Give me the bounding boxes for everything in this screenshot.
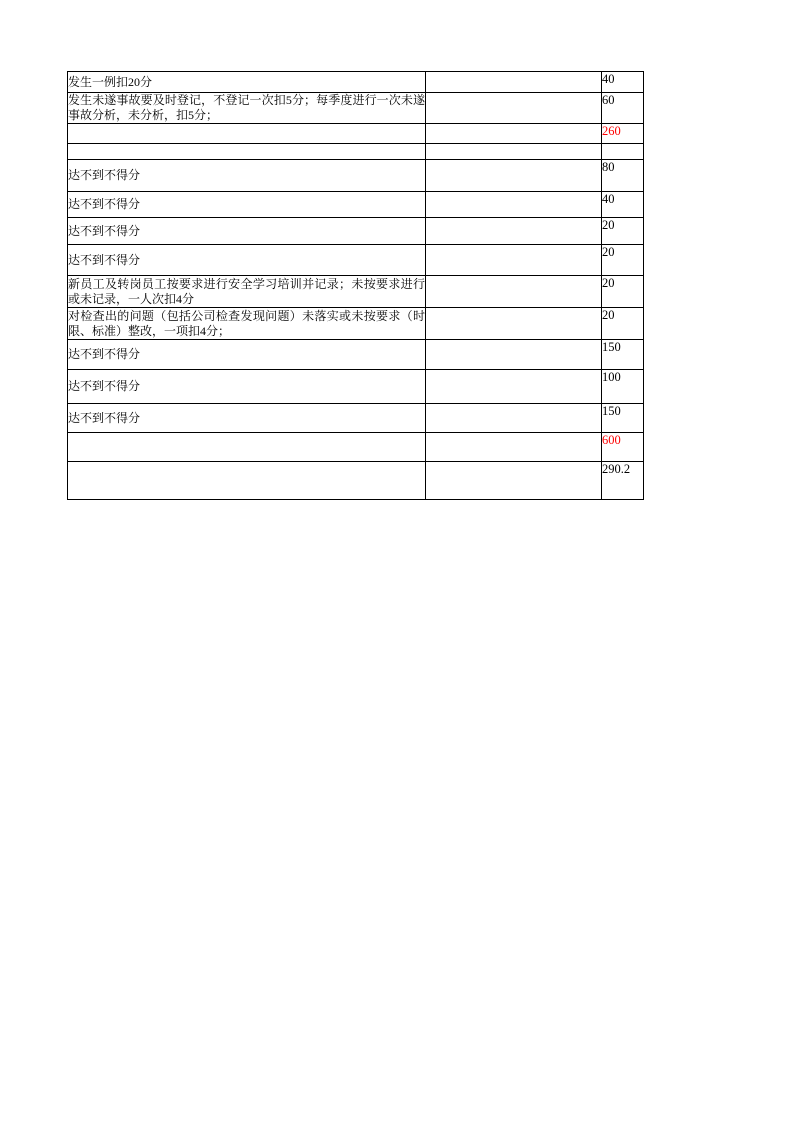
table-row — [68, 340, 644, 370]
criteria-cell: 达不到不得分 — [68, 404, 426, 433]
score-cell: 60 — [602, 93, 644, 124]
criteria-cell: 达不到不得分 — [68, 192, 426, 218]
criteria-cell: 达不到不得分 — [68, 218, 426, 245]
score-cell: 20 — [602, 276, 644, 308]
assessment-score-table — [67, 71, 644, 500]
criteria-cell — [68, 144, 426, 160]
record-cell — [426, 462, 602, 500]
criteria-cell: 发生未遂事故要及时登记，不登记一次扣5分；每季度进行一次未遂事故分析，未分析，扣5分； — [68, 93, 425, 122]
score-cell: 80 — [602, 160, 644, 192]
criteria-cell — [68, 433, 426, 462]
record-cell — [426, 218, 602, 245]
table-row — [68, 308, 644, 340]
score-cell: 20 — [602, 245, 644, 276]
table-row — [68, 160, 644, 192]
table-row — [68, 124, 644, 144]
score-cell-red: 600 — [602, 433, 644, 462]
score-cell: 150 — [602, 404, 644, 433]
score-cell: 290.2 — [602, 462, 644, 500]
score-cell — [602, 144, 644, 160]
score-cell: 40 — [602, 72, 644, 93]
record-cell — [426, 93, 602, 124]
criteria-cell — [68, 124, 426, 144]
criteria-cell: 达不到不得分 — [68, 370, 426, 404]
table-row — [68, 404, 644, 433]
record-cell — [426, 404, 602, 433]
record-cell — [426, 340, 602, 370]
table-row — [68, 276, 644, 308]
table-body — [68, 72, 644, 500]
table-row — [68, 144, 644, 160]
table-row — [68, 433, 644, 462]
table-row — [68, 245, 644, 276]
table-row — [68, 370, 644, 404]
table-row — [68, 218, 644, 245]
record-cell — [426, 124, 602, 144]
score-cell: 100 — [602, 370, 644, 404]
score-cell: 40 — [602, 192, 644, 218]
record-cell — [426, 433, 602, 462]
record-cell — [426, 370, 602, 404]
criteria-cell: 达不到不得分 — [68, 340, 426, 370]
score-cell-red: 260 — [602, 124, 644, 144]
criteria-cell — [68, 462, 426, 500]
record-cell — [426, 160, 602, 192]
record-cell — [426, 144, 602, 160]
record-cell — [426, 245, 602, 276]
score-cell: 150 — [602, 340, 644, 370]
table-row — [68, 192, 644, 218]
criteria-cell: 对检查出的问题（包括公司检查发现问题）未落实或未按要求（时限、标准）整改，一项扣4分； — [68, 308, 425, 338]
record-cell — [426, 192, 602, 218]
score-cell: 20 — [602, 218, 644, 245]
criteria-cell: 新员工及转岗员工按要求进行安全学习培训并记录；未按要求进行或未记录，一人次扣4分 — [68, 276, 425, 306]
record-cell — [426, 72, 602, 93]
table-row — [68, 72, 644, 93]
record-cell — [426, 308, 602, 340]
table-row — [68, 93, 644, 124]
criteria-cell: 发生一例扣20分 — [68, 72, 426, 93]
record-cell — [426, 276, 602, 308]
table-row — [68, 462, 644, 500]
criteria-cell: 达不到不得分 — [68, 160, 426, 192]
criteria-cell: 达不到不得分 — [68, 245, 426, 276]
score-cell: 20 — [602, 308, 644, 340]
